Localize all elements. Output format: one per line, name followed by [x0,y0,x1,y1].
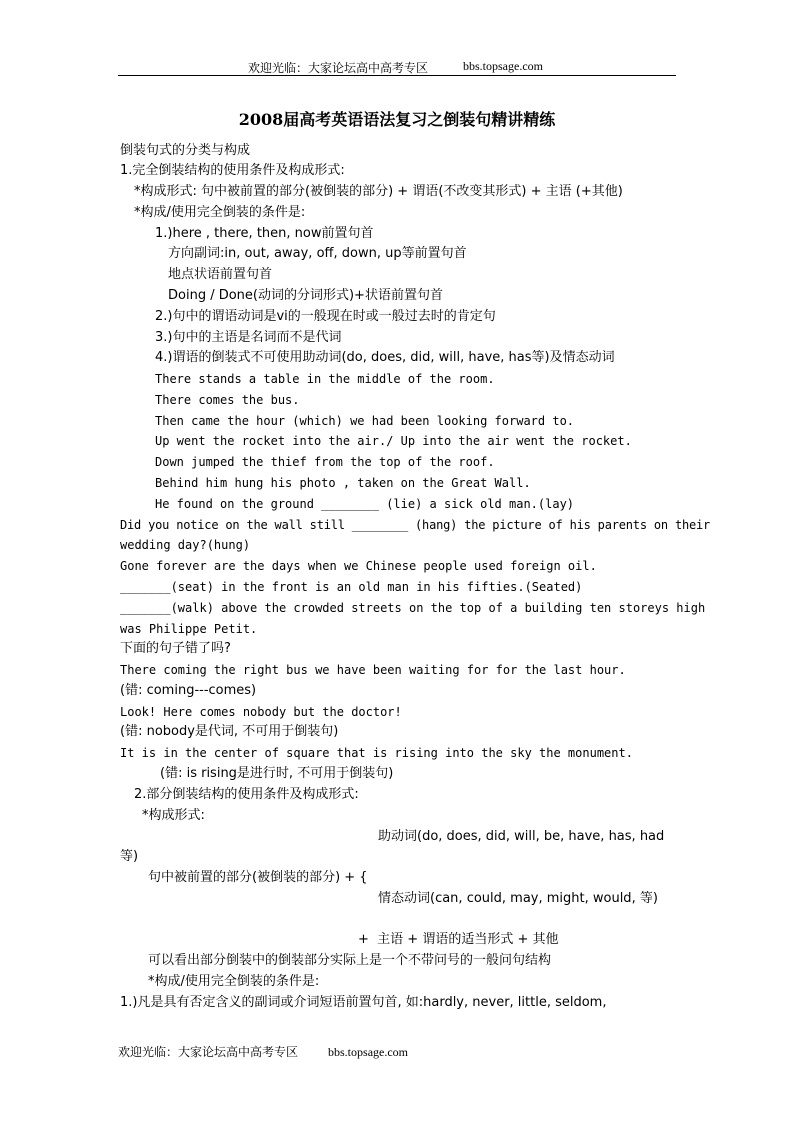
header-welcome: 欢迎光临：大家论坛高中高考专区 [248,61,429,75]
text-line: (错: nobody是代词, 不可用于倒装句) [120,724,339,739]
text-line: Gone forever are the days when we Chinese people used foreign oil. [120,559,597,573]
text-line: *构成形式: [142,808,205,823]
text-line: 倒装句式的分类与构成 [120,143,251,158]
text-line: 2.)句中的谓语动词是vi的一般现在时或一般过去时的肯定句 [155,309,496,324]
text-line: 句中被前置的部分(被倒装的部分) + { [148,870,368,885]
text-line: 地点状语前置句首 [168,267,273,282]
text-line: *构成/使用完全倒装的条件是: [134,205,306,220]
text-line: Look! Here comes nobody but the doctor! [120,705,402,719]
page-header [118,58,676,76]
text-line: (错: coming---comes) [120,683,257,698]
text-line: 1.完全倒装结构的使用条件及构成形式: [120,163,345,178]
text-line: 1.)here , there, then, now前置句首 [155,226,374,241]
document-title: 2008届高考英语语法复习之倒装句精讲精练 [238,110,556,129]
text-line: 可以看出部分倒装中的倒装部分实际上是一个不带问号的一般问句结构 [148,953,552,968]
text-line: 助动词(do, does, did, will, be, have, has, had [378,829,665,844]
text-line: *构成形式: 句中被前置的部分(被倒装的部分) + 谓语(不改变其形式) + 主语 (+其他) [134,184,623,199]
text-line: 2.部分倒装结构的使用条件及构成形式: [134,787,359,802]
header-url: bbs.topsage.com [463,59,543,73]
text-line: Then came the hour (which) we had been looking forward to. [155,414,575,428]
text-line: 1.)凡是具有否定含义的副词或介词短语前置句首, 如:hardly, never, little, seldom, [120,995,607,1010]
text-line: 4.)谓语的倒装式不可使用助动词(do, does, did, will, have, has等)及情态动词 [155,350,615,365]
text-line: _______(walk) above the crowded streets on the top of a building ten storeys high [120,601,706,615]
text-line: 等) [120,849,139,864]
text-line: There coming the right bus we have been waiting for for the last hour. [120,663,626,677]
text-line: 下面的句子错了吗? [120,641,231,656]
text-line: 情态动词(can, could, may, might, would, 等) [378,891,658,906]
page-footer [118,1043,408,1060]
text-line: (错: is rising是进行时, 不可用于倒装句) [160,766,394,781]
text-line: _______(seat) in the front is an old man in his fifties.(Seated) [120,580,583,594]
text-line: wedding day?(hung) [120,538,251,552]
text-line: Did you notice on the wall still ________ (hang) the picture of his parents on their [120,518,711,532]
text-line: There stands a table in the middle of the room. [155,372,495,386]
text-line: There comes the bus. [155,393,300,407]
text-line: It is in the center of square that is rising into the sky the monument. [120,746,633,760]
footer-welcome: 欢迎光临：大家论坛高中高考专区 [118,1045,299,1059]
text-line: + 主语 + 谓语的适当形式 + 其他 [358,932,559,947]
text-line: Behind him hung his photo , taken on the Great Wall. [155,476,531,490]
text-line: Doing / Done(动词的分词形式)+状语前置句首 [168,288,443,303]
text-line: Down jumped the thief from the top of the roof. [155,455,495,469]
text-line: 方向副词:in, out, away, off, down, up等前置句首 [168,246,467,261]
text-line: He found on the ground ________ (lie) a sick old man.(lay) [155,497,575,511]
text-line: 3.)句中的主语是名词而不是代词 [155,330,342,345]
text-line: was Philippe Petit. [120,622,258,636]
footer-url: bbs.topsage.com [328,1045,409,1059]
text-line: *构成/使用完全倒装的条件是: [148,974,320,989]
text-line: Up went the rocket into the air./ Up into the air went the rocket. [155,434,632,448]
